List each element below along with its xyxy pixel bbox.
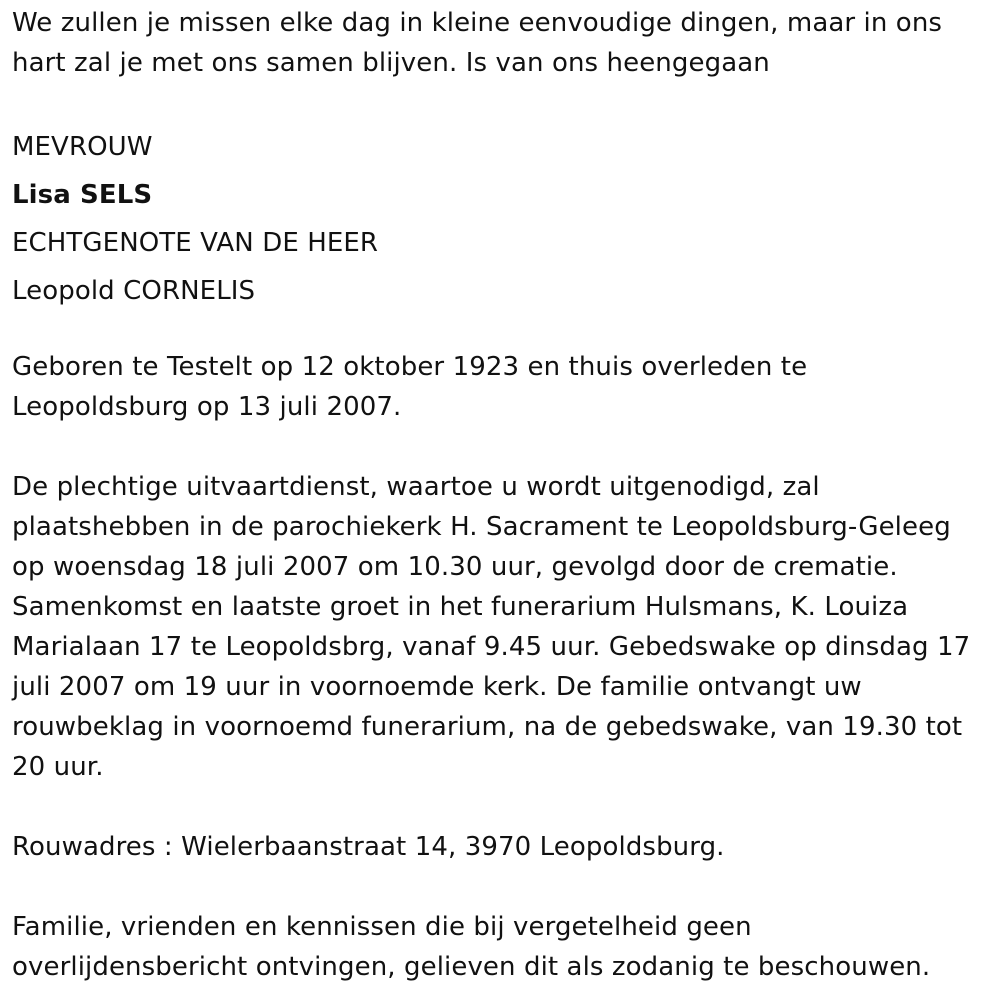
- ceremony-line: plaatshebben in de parochiekerk H. Sacrament te Leopoldsburg-Geleeg: [12, 512, 951, 542]
- closing-paragraph: [12, 907, 988, 987]
- intro-paragraph: [12, 3, 988, 83]
- ceremony-line: juli 2007 om 19 uur in voornoemde kerk. De familie ontvangt uw: [12, 672, 862, 702]
- ceremony-line: Samenkomst en laatste groet in het funerarium Hulsmans, K. Louiza: [12, 592, 909, 622]
- ceremony-line: 20 uur.: [12, 752, 104, 782]
- spouse-name: Leopold CORNELIS: [12, 276, 256, 306]
- deceased-name: Lisa SELS: [12, 180, 153, 210]
- intro-line-1: We zullen je missen elke dag in kleine eenvoudige dingen, maar in ons: [12, 8, 943, 38]
- closing-line-1: Familie, vrienden en kennissen die bij vergetelheid geen: [12, 912, 752, 942]
- ceremony-line: op woensdag 18 juli 2007 om 10.30 uur, gevolgd door de crematie.: [12, 552, 898, 582]
- spacer: [12, 427, 988, 467]
- deceased-block: [12, 123, 988, 315]
- ceremony-line: rouwbeklag in voornoemd funerarium, na de gebedswake, van 19.30 tot: [12, 712, 963, 742]
- deceased-relation: ECHTGENOTE VAN DE HEER: [12, 228, 379, 258]
- birth-death-line-1: Geboren te Testelt op 12 oktober 1923 en thuis overleden te: [12, 352, 808, 382]
- ceremony-paragraph: [12, 467, 988, 787]
- birth-death-line-2: Leopoldsburg op 13 juli 2007.: [12, 392, 402, 422]
- spacer: [12, 83, 988, 123]
- ceremony-line: De plechtige uitvaartdienst, waartoe u wordt uitgenodigd, zal: [12, 472, 820, 502]
- address-paragraph: [12, 827, 988, 867]
- spacer: [12, 867, 988, 907]
- intro-line-2: hart zal je met ons samen blijven. Is van ons heengegaan: [12, 48, 770, 78]
- birth-death-paragraph: [12, 347, 988, 427]
- mourning-address: Rouwadres : Wielerbaanstraat 14, 3970 Leopoldsburg.: [12, 832, 725, 862]
- closing-line-2: overlijdensbericht ontvingen, gelieven dit als zodanig te beschouwen.: [12, 952, 931, 982]
- spacer: [12, 315, 988, 347]
- deceased-title: MEVROUW: [12, 132, 153, 162]
- ceremony-line: Marialaan 17 te Leopoldsbrg, vanaf 9.45 uur. Gebedswake op dinsdag 17: [12, 632, 971, 662]
- spacer: [12, 787, 988, 827]
